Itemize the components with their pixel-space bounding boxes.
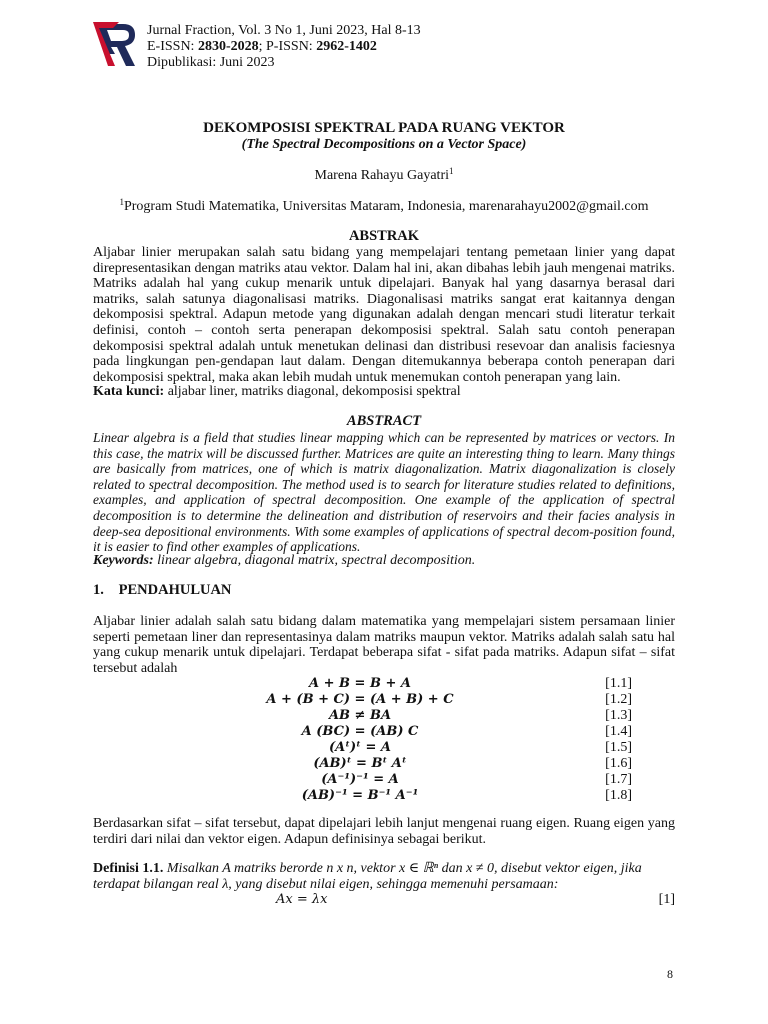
section-intro: Aljabar linier adalah salah satu bidang dalam matematika yang mempelajari sistem persamaan linier seperti pemetaan liner dan representasinya dalam matriks maupun vektor. Matriks adalah salah satu hal yang cukup menarik untuk dipelajari. Terdapat beberapa sifat - sifat pada matriks. Adapun sifat – sifat tersebut adalah — [93, 614, 675, 676]
equation-row — [230, 756, 632, 772]
journal-logo-icon — [93, 22, 137, 68]
definition-label: Definisi 1.1. — [93, 861, 164, 876]
published-line: Dipublikasi: Juni 2023 — [147, 55, 275, 70]
pissn: 2962-1402 — [316, 39, 377, 54]
equation-row — [230, 788, 632, 804]
author-name: Marena Rahayu Gayatri — [314, 168, 449, 183]
equation-expr: A + B = B + A — [309, 676, 411, 691]
equation-expr: A + (B + C) = (A + B) + C — [266, 692, 454, 707]
abstrak-keywords — [93, 384, 675, 400]
journal-line: Jurnal Fraction, Vol. 3 No 1, Juni 2023, Hal 8-13 — [147, 23, 421, 38]
definition-equation: Ax = λx — [276, 892, 328, 907]
section-heading — [93, 582, 231, 599]
equation-expr: A (BC) = (AB) C — [301, 724, 419, 739]
abstract-heading: ABSTRACT — [346, 413, 422, 429]
definition-text: Misalkan A matriks berorde n x n, vektor x ∈ ℝⁿ dan x ≠ 0, disebut vektor eigen, jika terdapat bilangan real λ, yang disebut nilai eigen, sehingga memenuhi persamaan: — [93, 861, 642, 892]
issn-line: E-ISSN: 2830-2028; P-ISSN: 2962-1402 — [147, 39, 377, 54]
equation-tag: [1.8] — [605, 788, 632, 803]
equation-tag: [1.6] — [605, 756, 632, 771]
equation-tag: [1.2] — [605, 692, 632, 707]
abstract-body: Linear algebra is a field that studies linear mapping which can be represented by matrices or vectors. In this case, the matrix will be discussed further. Matrices are quite an interesting thing to learn. Many things are basically from matrices, one of which is matrix diagonalization. Matrix diagonalization is closely related to spectral decomposition. The method used is to search for literature studies related to definitions, examples, and application of spectral decomposition. One example of the application of spectral decomposition is to determine the delineation and distribution of reservoirs and their facies analysis in deep-sea depositional environments. With some examples of applications of spectral decom-position found, it is easier to find other examples of applications. — [93, 430, 675, 555]
page-number: 8 — [667, 967, 673, 981]
equation-tag: [1.1] — [605, 676, 632, 691]
author-sup: 1 — [449, 166, 454, 176]
equation-row — [230, 772, 632, 788]
abstrak-keywords-label: Kata kunci: — [93, 384, 165, 399]
definition-equation-row — [93, 892, 675, 908]
paper-title: DEKOMPOSISI SPEKTRAL PADA RUANG VEKTOR — [203, 120, 565, 136]
section-number: 1. — [93, 582, 104, 598]
equation-tag: [1.5] — [605, 740, 632, 755]
equation-expr: (AB)ᵗ = Bᵗ Aᵗ — [313, 756, 407, 771]
paper-subtitle: (The Spectral Decompositions on a Vector Space) — [241, 137, 527, 152]
equation-row — [230, 692, 632, 708]
abstract-keywords — [93, 553, 675, 569]
equation-expr: AB ≠ BA — [328, 708, 392, 723]
equation-tag: [1.7] — [605, 772, 632, 787]
author — [0, 168, 768, 184]
affiliation-sup: 1 — [119, 197, 124, 207]
abstrak-heading: ABSTRAK — [348, 228, 420, 244]
equation-row — [230, 708, 632, 724]
equation-expr: (Aᵗ)ᵗ = A — [328, 740, 392, 755]
journal-info — [147, 23, 421, 71]
equation-expr: (AB)⁻¹ = B⁻¹ A⁻¹ — [301, 788, 419, 803]
equation-tag: [1.4] — [605, 724, 632, 739]
section-followup: Berdasarkan sifat – sifat tersebut, dapat dipelajari lebih lanjut mengenai ruang eigen. Ruang eigen yang terdiri dari nilai dan vektor eigen. Adapun definisinya sebagai berikut. — [93, 816, 675, 847]
abstrak-body: Aljabar linier merupakan salah satu bidang yang mempelajari tentang pemetaan linier yang dapat direpresentasikan dengan matriks atau vektor. Dalam hal ini, akan dibahas lebih jauh mengenai matriks. Matriks adalah hal yang cukup menarik untuk dipelajari. Banyak hal yang dasarnya berasal dari matriks, salah satunya diagonalisasi matriks. Diagonalisasi matriks sangat erat kaitannya dengan dekomposisi spektral. Adapun metode yang digunakan adalah dengan mencari studi literatur terkait definisi, contoh – contoh serta penerapan dekomposisi spektral. Salah satu contoh penerapan dekomposisi spektral adalah untuk menetukan delinasi dan distribusi resevoar dan analisis faciesnya pada lingkungan pen-gendapan laut dalam. Dengan ditemukannya beberapa contoh penerapan dari dekomposisi spektral, maka akan lebih mudah untuk menemukan contoh penerapan yang lain. — [93, 245, 675, 385]
equation-tag: [1.3] — [605, 708, 632, 723]
abstract-keywords-text: linear algebra, diagonal matrix, spectral decomposition. — [153, 553, 476, 568]
eissn: 2830-2028 — [197, 39, 259, 54]
abstract-keywords-label: Keywords: — [93, 553, 154, 568]
definition-equation-tag: [1] — [658, 892, 675, 907]
section-title: PENDAHULUAN — [118, 582, 232, 598]
equation-row — [230, 724, 632, 740]
equation-row — [230, 740, 632, 756]
affiliation — [0, 199, 768, 215]
equation-row — [230, 676, 632, 692]
equation-expr: (A⁻¹)⁻¹ = A — [321, 772, 399, 787]
affiliation-text: Program Studi Matematika, Universitas Mataram, Indonesia, marenarahayu2002@gmail.com — [123, 199, 649, 214]
definition-block — [93, 861, 675, 893]
abstrak-keywords-text: aljabar liner, matriks diagonal, dekomposisi spektral — [164, 384, 461, 399]
